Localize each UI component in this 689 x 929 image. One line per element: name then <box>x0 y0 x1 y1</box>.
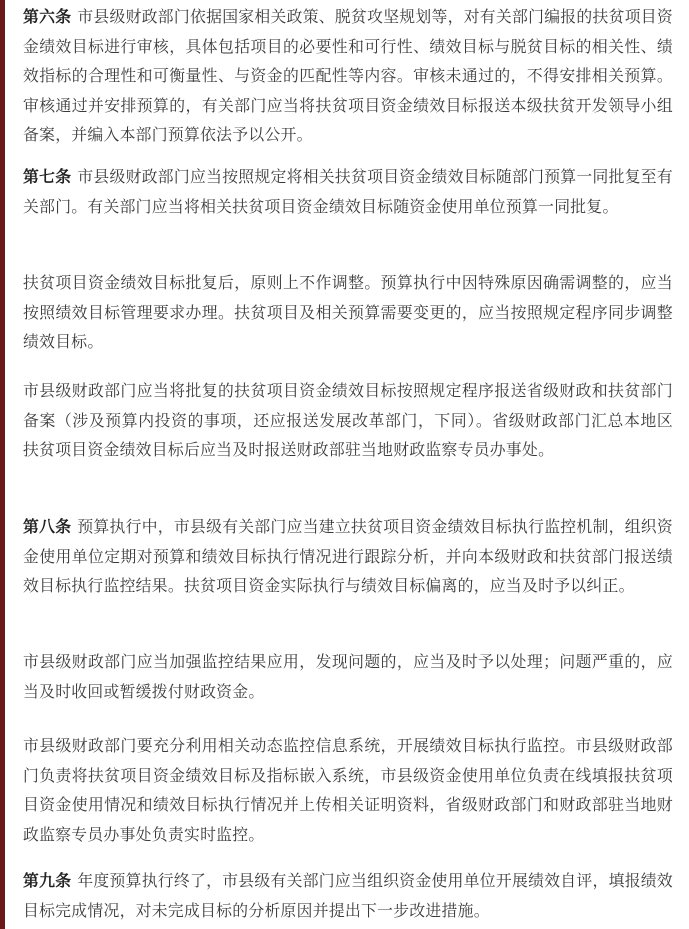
article-paragraph-8 <box>23 512 673 601</box>
article-paragraph-9 <box>23 866 673 925</box>
paragraph-text: 市县级财政部门应当加强监控结果应用，发现问题的，应当及时予以处理；问题严重的，应当及时收回或暂缓拨付财政资金。 <box>23 652 673 701</box>
paragraph <box>23 647 673 706</box>
paragraph <box>23 268 673 357</box>
article-number: 第八条 <box>23 517 72 536</box>
article-number: 第七条 <box>23 167 72 186</box>
paragraph-text: 年度预算执行终了，市县级有关部门应当组织资金使用单位开展绩效自评，填报绩效目标完成情况，对未完成目标的分析原因并提出下一步改进措施。 <box>23 871 673 920</box>
paragraph-text: 市县级财政部门应当将批复的扶贫项目资金绩效目标按照规定程序报送省级财政和扶贫部门备案（涉及预算内投资的事项，还应报送发展改革部门，下同）。省级财政部门汇总本地区扶贫项目资金绩效目标后应当及时报送财政部驻当地财政监察专员办事处。 <box>23 381 673 460</box>
paragraph <box>23 376 673 465</box>
paragraph-text: 扶贫项目资金绩效目标批复后，原则上不作调整。预算执行中因特殊原因确需调整的，应当按照绩效目标管理要求办理。扶贫项目及相关预算需要变更的，应当按照规定程序同步调整绩效目标。 <box>23 273 673 352</box>
article-number: 第六条 <box>23 7 72 26</box>
paragraph-text: 市县级财政部门依据国家相关政策、脱贫攻坚规划等，对有关部门编报的扶贫项目资金绩效目标进行审核，具体包括项目的必要性和可行性、绩效目标与脱贫目标的相关性、绩效指标的合理性和可衡量性、与资金的匹配性等内容。审核未通过的，不得安排相关预算。审核通过并安排预算的，有关部门应当将扶贫项目资金绩效目标报送本级扶贫开发领导小组备案，并编入本部门预算依法予以公开。 <box>23 7 673 145</box>
paragraph-text: 预算执行中，市县级有关部门应当建立扶贫项目资金绩效目标执行监控机制，组织资金使用单位定期对预算和绩效目标执行情况进行跟踪分析，并向本级财政和扶贫部门报送绩效目标执行监控结果。扶贫项目资金实际执行与绩效目标偏离的，应当及时予以纠正。 <box>23 517 673 596</box>
paragraph-text: 市县级财政部门要充分利用相关动态监控信息系统，开展绩效目标执行监控。市县级财政部门负责将扶贫项目资金绩效目标及指标嵌入系统，市县级资金使用单位负责在线填报扶贫项目资金使用情况和绩效目标执行情况并上传相关证明资料，省级财政部门和财政部驻当地财政监察专员办事处负责实时监控。 <box>23 736 673 844</box>
paragraph <box>23 731 673 849</box>
article-paragraph-7 <box>23 162 673 221</box>
article-number: 第九条 <box>23 871 72 890</box>
paragraph-text: 市县级财政部门应当按照规定将相关扶贫项目资金绩效目标随部门预算一同批复至有关部门。有关部门应当将相关扶贫项目资金绩效目标随资金使用单位预算一同批复。 <box>23 167 673 216</box>
article-paragraph-6 <box>23 2 673 150</box>
